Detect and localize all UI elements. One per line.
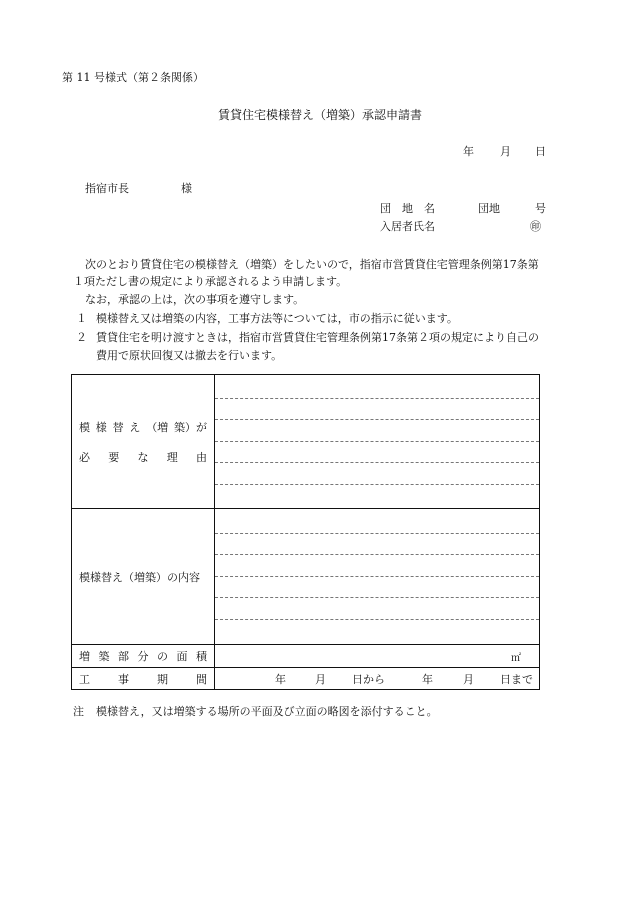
reason-input-area[interactable] xyxy=(215,375,540,509)
seal-mark: ㊞ xyxy=(530,220,541,233)
area-label-char: 部 xyxy=(118,650,129,663)
area-label-char: 積 xyxy=(196,650,207,663)
item-1-text: 模様替え又は増築の内容，工事方法等については，市の指示に従います。 xyxy=(96,312,458,325)
note-prefix: 注 xyxy=(73,705,84,718)
estate-name-label: 団 地 名 xyxy=(380,202,435,215)
period-label-char: 期 xyxy=(157,672,168,686)
content-label-text: 模様替え（増築）の内容 xyxy=(79,570,200,584)
page-title: 賃貸住宅模様替え（増築）承認申請書 xyxy=(218,108,423,122)
period-label-char: 事 xyxy=(118,672,129,686)
reason-label-char: 様 xyxy=(95,420,107,434)
square-meter-unit: ㎡ xyxy=(511,652,521,664)
area-label-char: 面 xyxy=(176,650,188,663)
period-from-day: 日から xyxy=(352,672,385,686)
reason-writing-lines xyxy=(215,377,539,506)
item-2-text-line-1: 賃貸住宅を明け渡すときは，指宿市営賃貸住宅管理条例第17条第２項の規定により自己の xyxy=(96,331,539,344)
reason-label-char: 必 xyxy=(79,450,90,464)
body-paragraph-2: なお，承認の上は，次の事項を遵守します。 xyxy=(85,293,305,306)
area-label-char: の xyxy=(157,650,168,663)
content-input-area[interactable] xyxy=(215,509,540,645)
note-text: 模様替え，又は増築する場所の平面及び立面の略図を添付すること。 xyxy=(96,705,438,718)
date-day-label: 日 xyxy=(535,145,546,158)
reason-label-char: 由 xyxy=(196,450,207,464)
area-input[interactable] xyxy=(215,645,540,668)
body-paragraph-1-line-1: 次のとおり賃貸住宅の模様替え（増築）をしたいので，指宿市営賃貸住宅管理条例第17条第 xyxy=(85,258,539,271)
date-month-label: 月 xyxy=(500,145,511,158)
addressee-honorific: 様 xyxy=(181,182,192,195)
reason-label-char: （増 xyxy=(146,420,169,434)
area-label xyxy=(72,645,215,668)
room-number-label: 号 xyxy=(535,202,546,215)
reason-label-char: 要 xyxy=(108,450,120,464)
reason-label-char: 理 xyxy=(166,450,178,464)
reason-label-char: え xyxy=(129,420,141,434)
date-year-label: 年 xyxy=(463,145,474,158)
period-label xyxy=(72,668,215,690)
reason-label-char: 模 xyxy=(79,420,90,434)
estate-label-2: 団地 xyxy=(478,202,500,215)
period-from-year: 年 xyxy=(275,672,286,686)
area-label-char: 分 xyxy=(137,650,149,663)
item-1-number: １ xyxy=(76,312,87,325)
reason-label-char: 替 xyxy=(112,420,124,434)
period-label-char: 工 xyxy=(79,672,90,686)
period-input[interactable] xyxy=(215,668,540,690)
body-paragraph-1-line-2: １項ただし書の規定により承認されるよう申請します。 xyxy=(73,275,348,288)
area-label-char: 増 xyxy=(79,650,90,663)
resident-name-label: 入居者氏名 xyxy=(380,220,435,233)
item-2-number: ２ xyxy=(76,331,87,344)
period-label-char: 間 xyxy=(196,672,207,686)
reason-label xyxy=(72,375,215,509)
period-to-year: 年 xyxy=(422,672,433,686)
area-label-char: 築 xyxy=(98,650,110,663)
application-table xyxy=(71,374,540,690)
period-to-month: 月 xyxy=(463,672,474,686)
reason-label-char: 築）が xyxy=(173,420,207,434)
content-label xyxy=(72,509,215,645)
content-writing-lines xyxy=(215,512,539,641)
item-2-text-line-2: 費用で原状回復又は撤去を行います。 xyxy=(96,349,283,362)
period-from-month: 月 xyxy=(315,672,326,686)
form-number: 第 11 号様式（第２条関係） xyxy=(62,71,204,84)
period-to-day: 日まで xyxy=(500,672,533,686)
addressee-name: 指宿市長 xyxy=(85,182,129,195)
reason-label-char: な xyxy=(137,450,149,464)
